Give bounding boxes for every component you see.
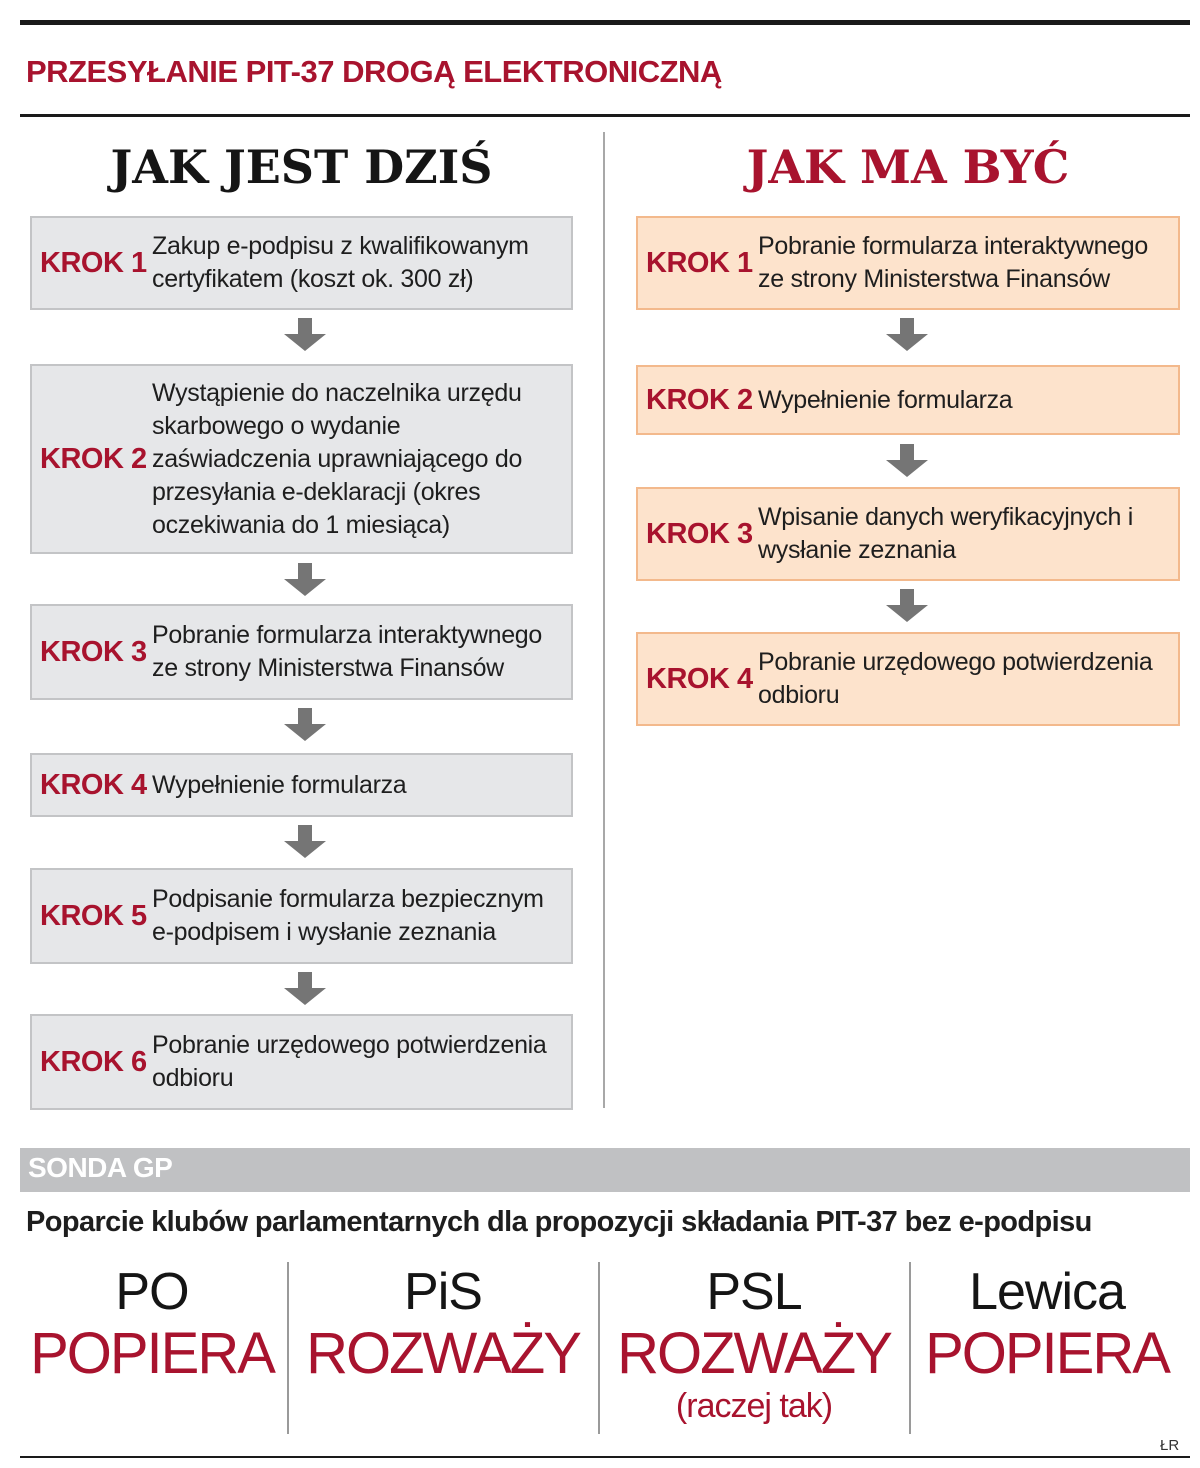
proposed-step-3 bbox=[636, 487, 1180, 581]
step-text: Podpisanie formularza bezpiecznym e-podpisem i wysłanie zeznania bbox=[152, 885, 544, 946]
step-label: KROK 3 bbox=[40, 635, 147, 668]
party-name: PiS bbox=[404, 1263, 482, 1321]
down-arrow-icon bbox=[282, 563, 328, 597]
poll-divider bbox=[909, 1262, 911, 1434]
poll-header-bar bbox=[20, 1148, 1190, 1192]
down-arrow-icon bbox=[884, 589, 930, 623]
poll-party-lewica bbox=[912, 1262, 1182, 1386]
step-text: Wystąpienie do naczelnika urzędu skarbowego o wydanie zaświadczenia uprawniającego do przesyłania e-deklaracji (okres oczekiwania do 1 miesiąca) bbox=[152, 378, 523, 539]
party-name: PO bbox=[115, 1263, 189, 1321]
down-arrow-icon bbox=[884, 318, 930, 352]
step-label: KROK 6 bbox=[40, 1045, 147, 1078]
title-rule bbox=[20, 114, 1190, 117]
party-stance: POPIERA bbox=[30, 1321, 274, 1386]
page-title: PRZESYŁANIE PIT-37 DROGĄ ELEKTRONICZNĄ bbox=[26, 54, 722, 89]
proposed-step-4 bbox=[636, 632, 1180, 726]
party-stance: ROZWAŻY bbox=[617, 1321, 891, 1386]
poll-question: Poparcie klubów parlamentarnych dla propozycji składania PIT-37 bez e-podpisu bbox=[26, 1206, 1092, 1238]
proposed-step-2 bbox=[636, 365, 1180, 435]
current-process-heading: JAK JEST DZIŚ bbox=[110, 140, 493, 194]
step-label: KROK 1 bbox=[646, 246, 753, 279]
step-label: KROK 1 bbox=[40, 246, 147, 279]
poll-divider bbox=[287, 1262, 289, 1434]
party-stance: POPIERA bbox=[925, 1321, 1169, 1386]
step-text: Pobranie formularza interaktywnego ze strony Ministerstwa Finansów bbox=[758, 232, 1149, 293]
step-text: Wypełnienie formularza bbox=[152, 770, 407, 799]
step-label: KROK 4 bbox=[646, 662, 753, 695]
step-label: KROK 2 bbox=[40, 442, 147, 475]
step-text: Wpisanie danych weryfikacyjnych i wysłanie zeznania bbox=[758, 503, 1133, 564]
proposed-step-1 bbox=[636, 216, 1180, 310]
party-name: PSL bbox=[706, 1263, 802, 1321]
current-step-6 bbox=[30, 1014, 573, 1110]
step-text: Pobranie urzędowego potwierdzenia odbioru bbox=[758, 648, 1153, 709]
current-step-3 bbox=[30, 604, 573, 700]
poll-label: SONDA GP bbox=[28, 1152, 173, 1183]
current-step-4 bbox=[30, 753, 573, 817]
column-divider bbox=[603, 132, 605, 1108]
down-arrow-icon bbox=[282, 318, 328, 352]
down-arrow-icon bbox=[282, 972, 328, 1006]
party-name: Lewica bbox=[969, 1263, 1125, 1321]
poll-party-po bbox=[20, 1262, 284, 1386]
poll-party-pis bbox=[290, 1262, 596, 1386]
poll-divider bbox=[598, 1262, 600, 1434]
top-rule bbox=[20, 20, 1190, 25]
step-label: KROK 2 bbox=[646, 383, 753, 416]
proposed-process-heading: JAK MA BYĆ bbox=[746, 140, 1070, 194]
step-text: Zakup e-podpisu z kwalifikowanym certyfikatem (koszt ok. 300 zł) bbox=[152, 232, 529, 293]
step-text: Pobranie urzędowego potwierdzenia odbioru bbox=[152, 1031, 547, 1092]
down-arrow-icon bbox=[282, 708, 328, 742]
step-label: KROK 4 bbox=[40, 768, 147, 801]
step-label: KROK 5 bbox=[40, 899, 147, 932]
down-arrow-icon bbox=[282, 825, 328, 859]
current-step-5 bbox=[30, 868, 573, 964]
bottom-rule bbox=[20, 1456, 1190, 1458]
current-step-1 bbox=[30, 216, 573, 310]
down-arrow-icon bbox=[884, 444, 930, 478]
poll-party-psl bbox=[601, 1262, 907, 1426]
current-step-2 bbox=[30, 364, 573, 554]
credit: ŁR bbox=[1160, 1437, 1180, 1454]
party-note: (raczej tak) bbox=[675, 1387, 833, 1425]
step-text: Pobranie formularza interaktywnego ze strony Ministerstwa Finansów bbox=[152, 621, 543, 682]
party-stance: ROZWAŻY bbox=[306, 1321, 580, 1386]
step-text: Wypełnienie formularza bbox=[758, 385, 1013, 414]
step-label: KROK 3 bbox=[646, 517, 753, 550]
